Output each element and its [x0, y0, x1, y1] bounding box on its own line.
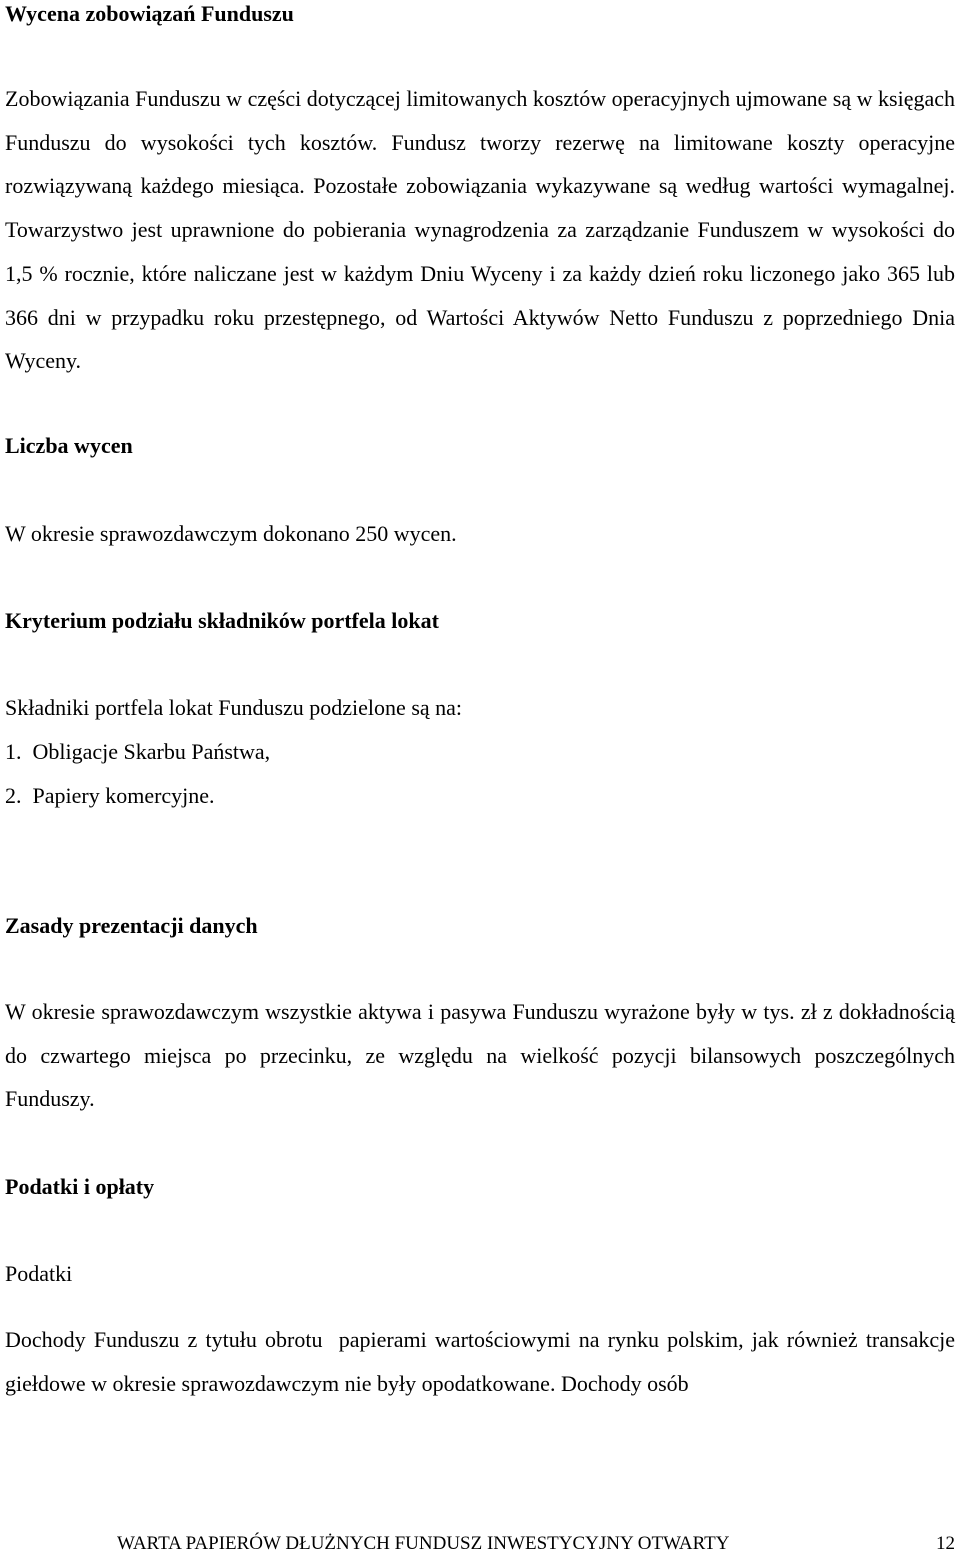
criteria-intro: Składniki portfela lokat Funduszu podzielone są na:	[5, 695, 463, 720]
section-paragraph-valuation: Zobowiązania Funduszu w części dotyczącej limitowanych kosztów operacyjnych ujmowane są w księgach Funduszu do wysokości tych kosztów. Fundusz tworzy rezerwę na limitowane koszty operacyjne rozwiązywaną każdego miesiąca. Pozostałe zobowiązania wykazywane są według wartości wymagalnej. Towarzystwo jest uprawnione do pobierania wynagrodzenia za zarządzanie Funduszem w wysokości do 1,5 % rocznie, które naliczane jest w każdym Dniu Wyceny i za każdy dzień roku liczonego jako 365 lub 366 dni w przypadku roku przestępnego, od Wartości Aktywów Netto Funduszu z poprzedniego Dnia Wyceny.	[5, 86, 955, 374]
list-item: 1. Obligacje Skarbu Państwa,	[5, 739, 271, 764]
section-heading-taxes: Podatki i opłaty	[5, 1174, 155, 1199]
section-heading-criteria: Kryterium podziału składników portfela lokat	[5, 608, 439, 633]
section-heading-valuation: Wycena zobowiązań Funduszu	[5, 1, 294, 26]
footer-fund-name: WARTA PAPIERÓW DŁUŻNYCH FUNDUSZ INWESTYCYJNY OTWARTY	[117, 1533, 730, 1554]
page-number: 12	[936, 1533, 955, 1554]
section-paragraph-taxes: Dochody Funduszu z tytułu obrotu papierami wartościowymi na rynku polskim, jak również transakcje giełdowe w okresie sprawozdawczym nie były opodatkowane. Dochody osób	[5, 1327, 960, 1396]
section-paragraph-presentation: W okresie sprawozdawczym wszystkie aktywa i pasywa Funduszu wyrażone były w tys. zł z dokładnością do czwartego miejsca po przecinku, ze względu na wielkość pozycji bilansowych poszczególnych Funduszy.	[5, 999, 955, 1112]
section-paragraph-count: W okresie sprawozdawczym dokonano 250 wycen.	[5, 521, 457, 546]
section-heading-presentation: Zasady prezentacji danych	[5, 913, 258, 938]
taxes-subheading: Podatki	[5, 1261, 73, 1286]
section-heading-count: Liczba wycen	[5, 433, 133, 458]
page-footer	[117, 1532, 955, 1556]
list-item: 2. Papiery komercyjne.	[5, 783, 215, 808]
